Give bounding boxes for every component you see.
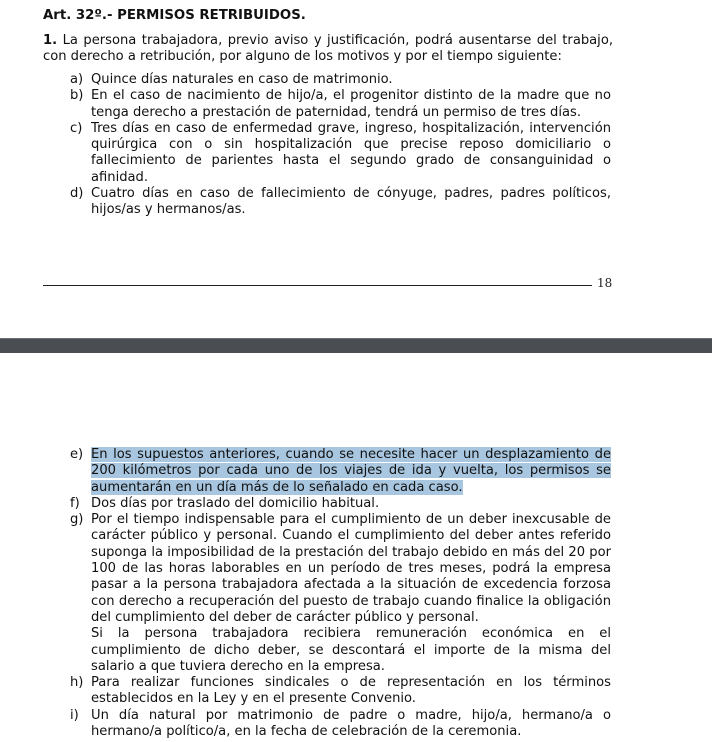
list-item-text: En el caso de nacimiento de hijo/a, el progenitor distinto de la madre que no tenga derecho a prestación de paternidad, tendrá un permiso de tres días. xyxy=(91,88,611,120)
intro-text: La persona trabajadora, previo aviso y justificación, podrá ausentarse del trabajo, con derecho a retribución, por alguno de los motivos y por el tiempo siguiente: xyxy=(43,33,613,64)
list-item-letter: d) xyxy=(70,186,84,202)
article-intro-paragraph xyxy=(43,33,613,65)
list-item-text[interactable] xyxy=(91,447,611,496)
list-item-extra-paragraph: Si la persona trabajadora recibiera remuneración económica en el cumplimiento de dicho deber, se descontará el importe de la misma del salario a que tuviera derecho en la empresa. xyxy=(91,626,611,674)
list-item-c xyxy=(70,121,611,186)
footer-divider xyxy=(43,285,592,286)
list-item-letter: i) xyxy=(70,707,79,723)
list-item-f xyxy=(70,496,611,512)
list-item-d xyxy=(70,186,611,219)
list-item-text: Cuatro días en caso de fallecimiento de cónyuge, padres, padres políticos, hijos/as y hermanos/as. xyxy=(91,186,611,218)
document-page-18 xyxy=(0,0,712,338)
list-item-text: Para realizar funciones sindicales o de representación en los términos establecidos en la Ley y en el presente Convenio. xyxy=(91,675,611,707)
list-item-text: Por el tiempo indispensable para el cumplimiento de un deber inexcusable de carácter público y personal. Cuando el cumplimiento del deber antes referido suponga la imposibilidad de la prestación del trabajo debido en más del 20 por 100 de las horas laborables en un período de tres meses, podrá la empresa pasar a la persona trabajadora afectada a la situación de excedencia forzosa con derecho a recuperación del puesto de trabajo cuando finalice la obligación del cumplimiento del deber de carácter público y personal. xyxy=(91,512,611,625)
list-item-text: Quince días naturales en caso de matrimonio. xyxy=(91,72,393,87)
page-number: 18 xyxy=(597,276,613,290)
list-item-h xyxy=(70,675,611,708)
list-item-text: Tres días en caso de enfermedad grave, ingreso, hospitalización, intervención quirúrgica con o sin hospitalización que precise reposo domiciliario o fallecimiento de parientes hasta el segundo grado de consanguinidad o afinidad. xyxy=(91,120,611,185)
permission-list-page-1 xyxy=(70,72,611,219)
list-item-letter: c) xyxy=(70,120,83,136)
list-item-g xyxy=(70,512,611,675)
list-item-letter: a) xyxy=(70,72,84,87)
list-item-letter: b) xyxy=(70,88,84,104)
list-item-letter: f) xyxy=(70,495,80,511)
list-item-b xyxy=(70,88,611,121)
permission-list-page-2 xyxy=(70,447,611,740)
list-item-letter: g) xyxy=(70,512,84,528)
list-item-e[interactable] xyxy=(70,447,611,496)
article-title: Art. 32º.- PERMISOS RETRIBUIDOS. xyxy=(43,8,306,23)
list-item-a xyxy=(70,72,611,88)
document-page-19 xyxy=(0,353,712,742)
list-item-i xyxy=(70,708,611,741)
selected-text-highlight[interactable]: En los supuestos anteriores, cuando se necesite hacer un desplazamiento de 200 kilómetros por cada uno de los viajes de ida y vuelta, los permisos se aumentarán en un día más de lo señalado en cada caso. xyxy=(91,447,611,495)
page-separator xyxy=(0,338,712,353)
intro-number: 1. xyxy=(43,33,58,48)
list-item-text: Dos días por traslado del domicilio habitual. xyxy=(91,495,380,511)
list-item-letter: e) xyxy=(70,447,84,462)
list-item-letter: h) xyxy=(70,675,84,691)
list-item-text: Un día natural por matrimonio de padre o madre, hijo/a, hermano/a o hermano/a político/a, en la fecha de celebración de la ceremonia. xyxy=(91,707,611,740)
